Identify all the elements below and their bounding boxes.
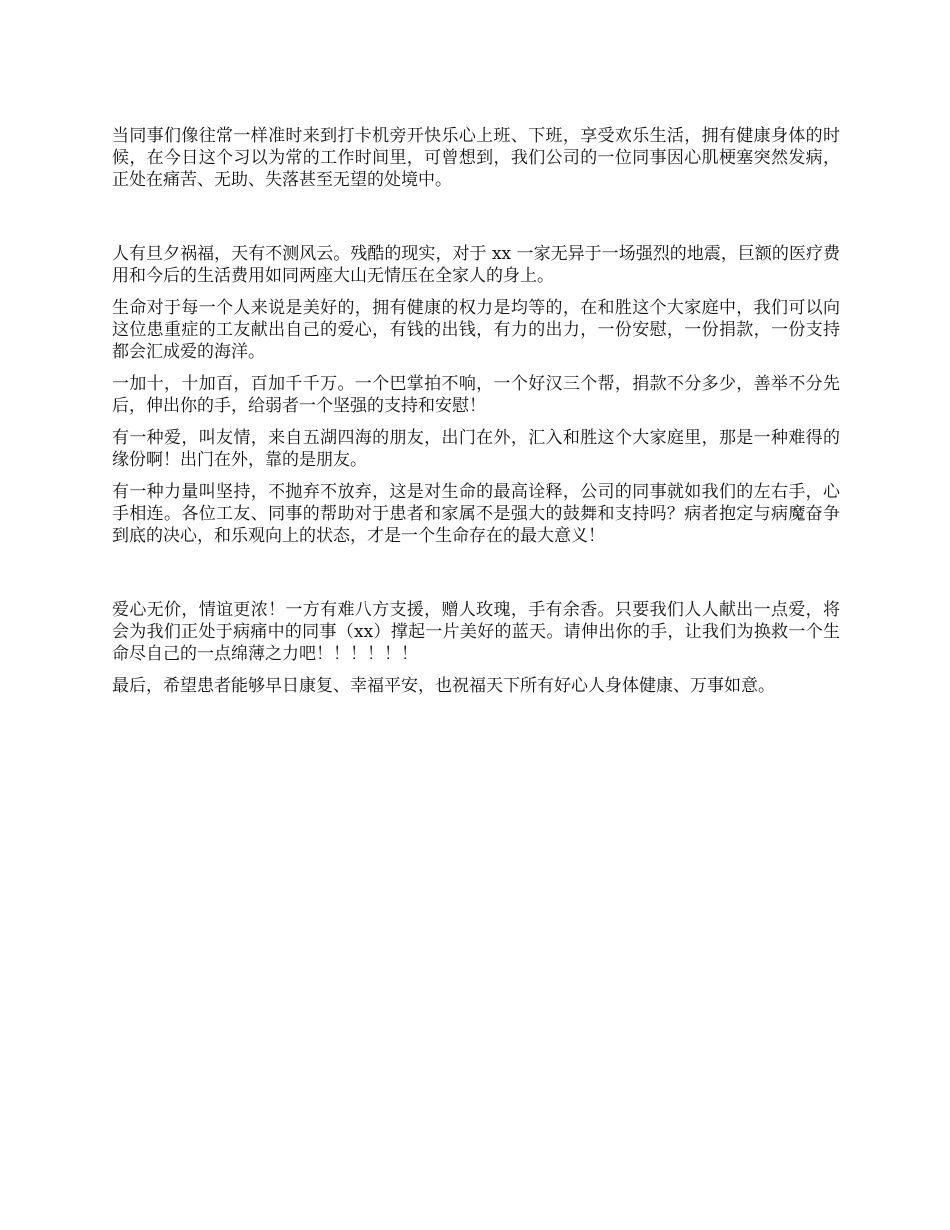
document-body xyxy=(112,125,840,697)
paragraph-7: 爱心无价，情谊更浓！一方有难八方支援，赠人玫瑰，手有余香。只要我们人人献出一点爱，将会为我们正处于病痛中的同事（xx）撑起一片美好的蓝天。请伸出你的手，让我们为换救一个生命尽自己的一点绵薄之力吧！！！！！！ xyxy=(112,600,840,664)
paragraph-2: 人有旦夕祸福，天有不测风云。残酷的现实，对于 xx 一家无异于一场强烈的地震，巨额的医疗费用和今后的生活费用如同两座大山无情压在全家人的身上。 xyxy=(112,244,840,286)
paragraph-3: 生命对于每一个人来说是美好的，拥有健康的权力是均等的，在和胜这个大家庭中，我们可以向这位患重症的工友献出自己的爱心，有钱的出钱，有力的出力，一份安慰，一份捐款，一份支持都会汇成爱的海洋。 xyxy=(112,298,840,362)
paragraph-5: 有一种爱，叫友情，来自五湖四海的朋友，出门在外，汇入和胜这个大家庭里，那是一种难得的缘份啊！出门在外，靠的是朋友。 xyxy=(112,428,840,470)
paragraph-8: 最后，希望患者能够早日康复、幸福平安，也祝福天下所有好心人身体健康、万事如意。 xyxy=(112,676,775,696)
paragraph-4: 一加十，十加百，百加千千万。一个巴掌拍不响，一个好汉三个帮，捐款不分多少，善举不分先后，伸出你的手，给弱者一个坚强的支持和安慰！ xyxy=(112,374,840,416)
paragraph-6: 有一种力量叫坚持，不抛弃不放弃，这是对生命的最高诠释，公司的同事就如我们的左右手，心手相连。各位工友、同事的帮助对于患者和家属不是强大的鼓舞和支持吗？病者抱定与病魔奋争到底的决心，和乐观向上的状态，才是一个生命存在的最大意义！ xyxy=(112,482,840,546)
paragraph-1: 当同事们像往常一样准时来到打卡机旁开快乐心上班、下班，享受欢乐生活，拥有健康身体的时候，在今日这个习以为常的工作时间里，可曾想到，我们公司的一位同事因心肌梗塞突然发病，正处在痛苦、无助、失落甚至无望的处境中。 xyxy=(112,126,840,190)
